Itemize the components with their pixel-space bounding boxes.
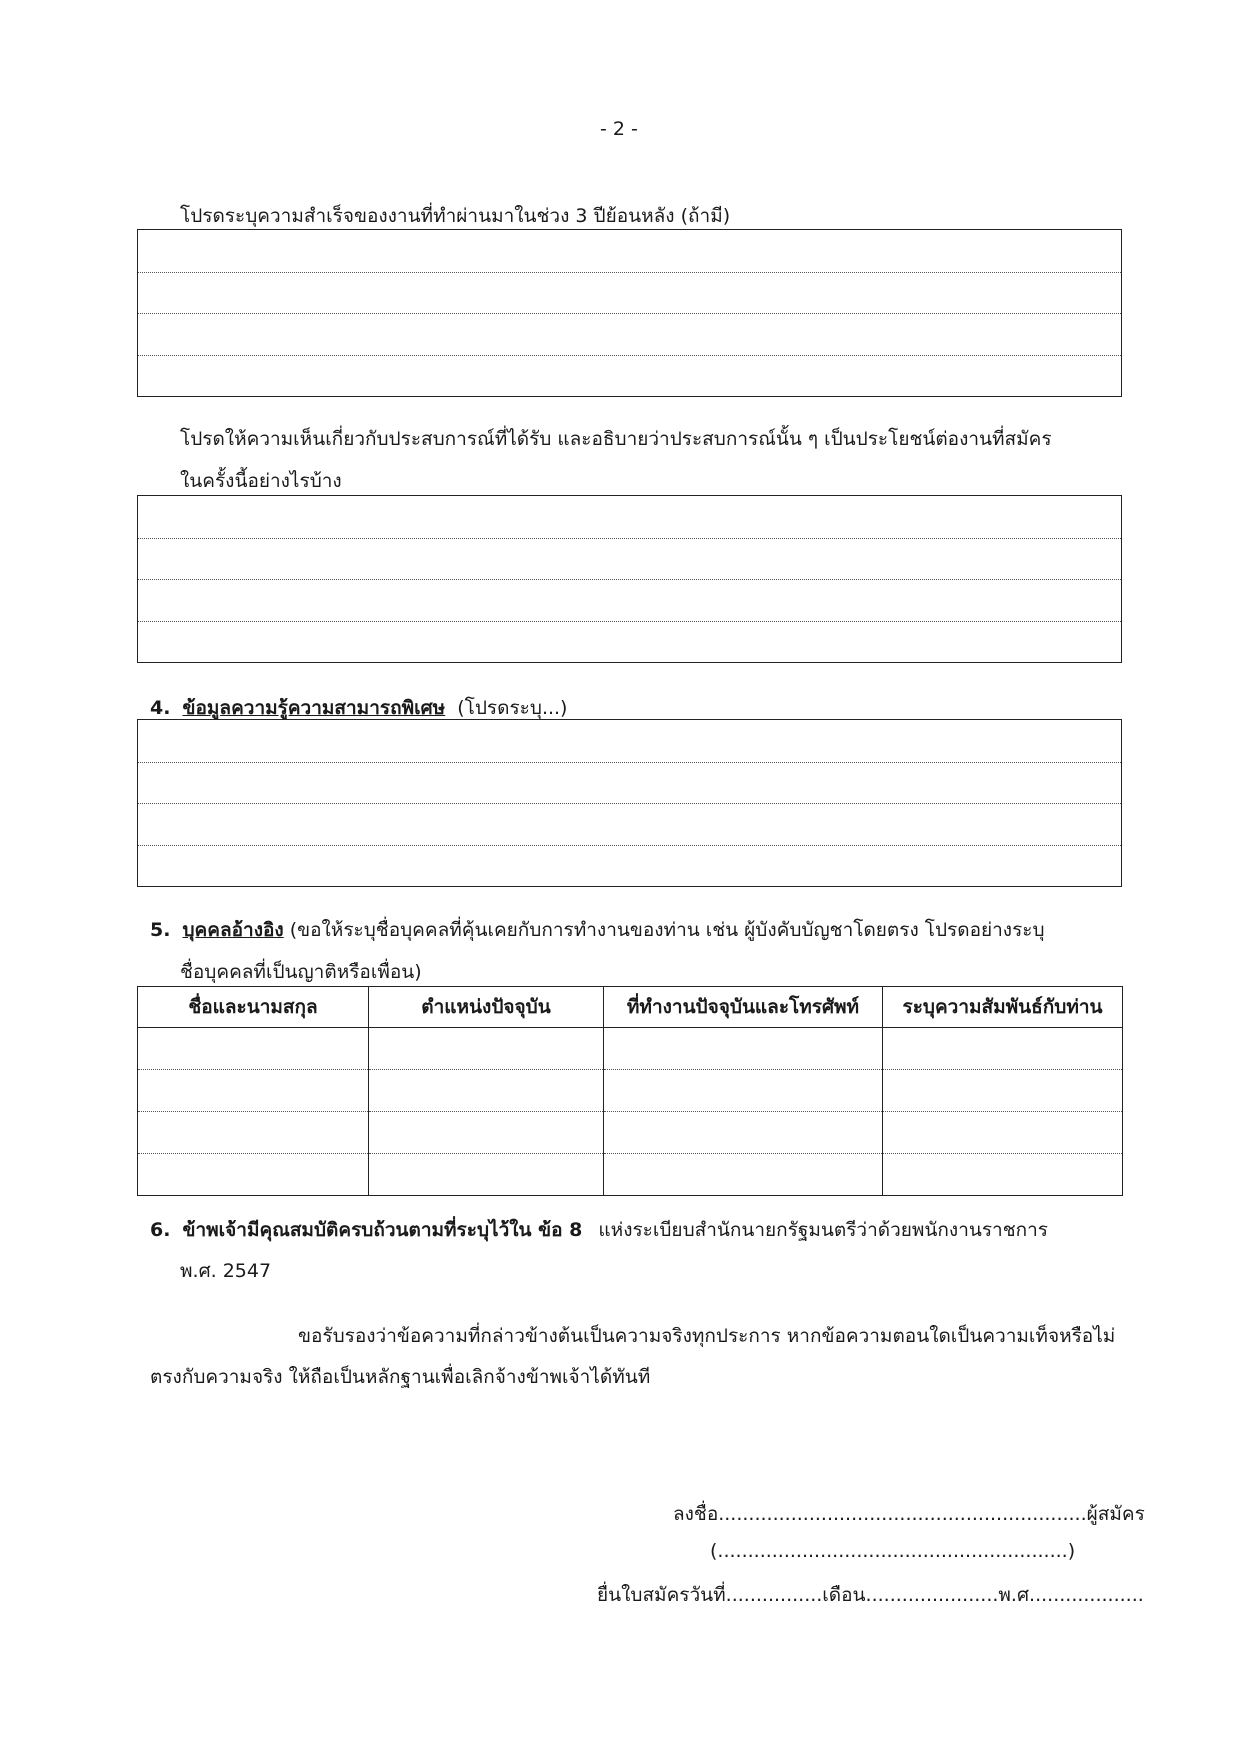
certification-line1: ขอรับรองว่าข้อความที่กล่าวข้างต้นเป็นความจริงทุกประการ หากข้อความตอนใดเป็นความเท็จหรือไม่ <box>298 1325 1116 1347</box>
section-6-title: ข้าพเจ้ามีคุณสมบัติครบถ้วนตามที่ระบุไว้ใน ข้อ 8 <box>182 1219 583 1241</box>
dotted-line <box>138 355 1121 356</box>
table-cell[interactable] <box>138 1028 369 1070</box>
dotted-line <box>138 579 1121 580</box>
experience-question-line2: ในครั้งนี้อย่างไรบ้าง <box>180 470 342 492</box>
page-number: - 2 - <box>600 118 638 140</box>
table-cell[interactable] <box>604 1070 883 1112</box>
dotted-line <box>138 762 1121 763</box>
section-4-number: 4. <box>150 697 171 719</box>
dotted-line <box>138 313 1121 314</box>
column-header: ที่ทำงานปัจจุบันและโทรศัพท์ <box>604 987 883 1028</box>
achievements-answer-box[interactable] <box>137 229 1122 397</box>
table-cell[interactable] <box>369 1154 604 1196</box>
table-cell[interactable] <box>604 1028 883 1070</box>
column-header: ตำแหน่งปัจจุบัน <box>369 987 604 1028</box>
table-cell[interactable] <box>883 1154 1123 1196</box>
table-cell[interactable] <box>604 1154 883 1196</box>
section-4-title: ข้อมูลความรู้ความสามารถพิเศษ <box>182 697 446 719</box>
table-row <box>138 1154 1123 1196</box>
section-4-note: (โปรดระบุ...) <box>457 697 568 719</box>
application-date-line[interactable]: ยื่นใบสมัครวันที่................เดือน......................พ.ศ................... <box>597 1584 1144 1606</box>
section-6-text-line2: พ.ศ. 2547 <box>180 1260 272 1282</box>
dotted-line <box>138 845 1121 846</box>
section-5-number: 5. <box>150 919 171 941</box>
dotted-line <box>138 621 1121 622</box>
section-5-heading <box>150 915 1045 945</box>
references-table <box>137 986 1123 1196</box>
certification-line2: ตรงกับความจริง ให้ถือเป็นหลักฐานเพื่อเลิกจ้างข้าพเจ้าได้ทันที <box>150 1366 651 1388</box>
table-header-row <box>138 987 1123 1028</box>
table-cell[interactable] <box>138 1154 369 1196</box>
signature-line[interactable]: ลงชื่อ.............................................................ผู้สมัคร <box>673 1503 1145 1525</box>
table-row <box>138 1112 1123 1154</box>
table-cell[interactable] <box>883 1070 1123 1112</box>
experience-answer-box[interactable] <box>137 495 1122 663</box>
section-5-note-line2: ชื่อบุคคลที่เป็นญาติหรือเพื่อน) <box>180 961 422 983</box>
table-cell[interactable] <box>138 1112 369 1154</box>
table-row <box>138 1070 1123 1112</box>
table-cell[interactable] <box>369 1028 604 1070</box>
table-cell[interactable] <box>883 1028 1123 1070</box>
column-header: ระบุความสัมพันธ์กับท่าน <box>883 987 1123 1028</box>
table-cell[interactable] <box>369 1070 604 1112</box>
experience-question-line1: โปรดให้ความเห็นเกี่ยวกับประสบการณ์ที่ได้รับ และอธิบายว่าประสบการณ์นั้น ๆ เป็นประโยชน์ต่องานที่สมัคร <box>180 428 1052 450</box>
dotted-line <box>138 803 1121 804</box>
table-cell[interactable] <box>138 1070 369 1112</box>
section-6-heading <box>150 1215 1048 1245</box>
table-cell[interactable] <box>604 1112 883 1154</box>
section-5-note: (ขอให้ระบุชื่อบุคคลที่คุ้นเคยกับการทำงานของท่าน เช่น ผู้บังคับบัญชาโดยตรง โปรดอย่างระบุ <box>289 919 1045 941</box>
dotted-line <box>138 272 1121 273</box>
special-skills-box[interactable] <box>137 719 1122 887</box>
section-5-title: บุคคลอ้างอิง <box>182 919 284 941</box>
table-cell[interactable] <box>883 1112 1123 1154</box>
table-row <box>138 1028 1123 1070</box>
column-header: ชื่อและนามสกุล <box>138 987 369 1028</box>
section-6-text: แห่งระเบียบสำนักนายกรัฐมนตรีว่าด้วยพนักงานราชการ <box>598 1219 1049 1241</box>
dotted-line <box>138 538 1121 539</box>
table-cell[interactable] <box>369 1112 604 1154</box>
section-6-number: 6. <box>150 1219 171 1241</box>
applicant-name-line[interactable]: (..........................................................) <box>710 1540 1076 1562</box>
achievements-question: โปรดระบุความสำเร็จของงานที่ทำผ่านมาในช่วง 3 ปีย้อนหลัง (ถ้ามี) <box>180 205 731 227</box>
